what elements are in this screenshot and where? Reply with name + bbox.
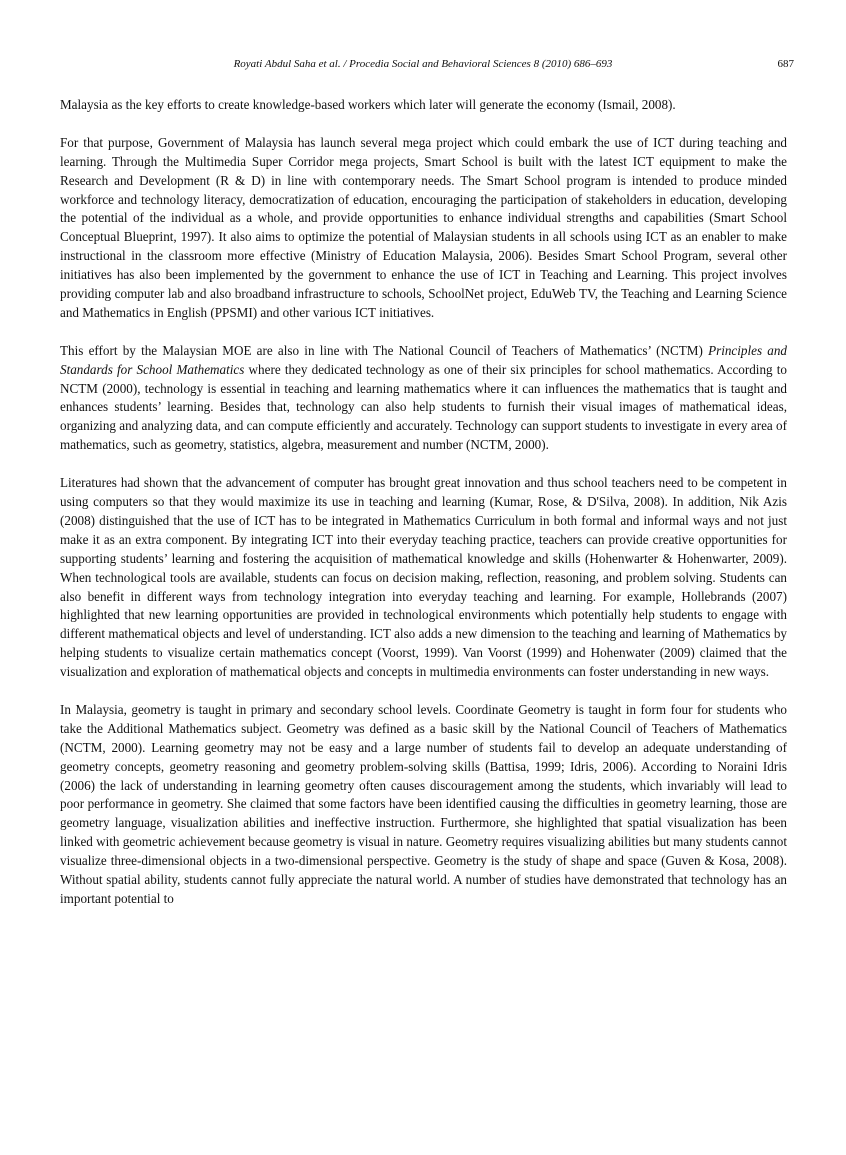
page-number: 687 [777,58,794,70]
paragraph-4: Literatures had shown that the advancement of computer has brought great innovation and thus school teachers need to be competent in using computers so that they would maximize its use in teaching and learning (Kumar, Rose, & D'Silva, 2008). In addition, Nik Azis (2008) distinguished that the use of ICT has to be integrated in Mathematics Curriculum in both formal and informal ways and not just make it as an extra component. By integrating ICT into their everyday teaching practice, teachers can provide creative opportunities for supporting students’ learning and fostering the acquisition of mathematical knowledge and skills (Hohenwarter & Hohenwarter, 2009). When technological tools are available, students can focus on decision making, reflection, reasoning, and problem solving. Students can also benefit in different ways from technology integration into everyday teaching and learning. For example, Hollebrands (2007) highlighted that new learning opportunities are provided in technological environments which potentially help students to engage with different mathematical objects and level of understanding. ICT also adds a new dimension to the teaching and learning of Mathematics by helping students to visualize certain mathematics concept (Voorst, 1999). Van Voorst (1999) and Hohenwater (2009) claimed that the visualization and exploration of mathematical objects and concepts in multimedia environments can foster understanding in new ways. [60,475,787,680]
paragraph-3-title-italic: Principles and Standards for School Mathematics [60,342,787,377]
paragraph-3 [60,342,787,455]
paragraph-1: Malaysia as the key efforts to create knowledge-based workers which later will generate the economy (Ismail, 2008). [60,97,676,112]
paragraph-3-text-after: where they dedicated technology as one of their six principles for school mathematics. According to NCTM (2000), technology is essential in teaching and learning mathematics where it can influences the mathematics that is taught and enhances students’ learning. Besides that, technology can also help students to furnish their visual images of mathematical ideas, organizing and analyzing data, and can compute efficiently and accurately. Technology can support students to investigate in every area of mathematics, such as geometry, statistics, algebra, measurement and number (NCTM, 2000). [60,361,787,453]
body-text [60,96,787,928]
paragraph-2: For that purpose, Government of Malaysia has launch several mega project which could embark the use of ICT during teaching and learning. Through the Multimedia Super Corridor mega projects, Smart School is built with the latest ICT equipment to make the Research and Development (R & D) in line with contemporary needs. The Smart School program is intended to produce minded workforce and technology literacy, democratization of education, encouraging the participation of stakeholders in education, developing the potential of the individual as a whole, and provide opportunities to enhance individual strengths and capabilities (Smart School Conceptual Blueprint, 1997). It also aims to optimize the potential of Malaysian students in all schools using ICT as an enabler to make instructional in the classroom more effective (Ministry of Education Malaysia, 2006). Besides Smart School Program, several other initiatives has also been implemented by the government to enhance the use of ICT in Teaching and Learning. This project involves providing computer lab and also broadband infrastructure to schools, SchoolNet project, EduWeb TV, the Teaching and Learning Science and Mathematics in English (PPSMI) and other various ICT initiatives. [60,134,787,320]
paragraph-3-text-before: This effort by the Malaysian MOE are also in line with The National Council of Teachers of Mathematics’ (NCTM) [60,342,709,358]
paragraph-5: In Malaysia, geometry is taught in primary and secondary school levels. Coordinate Geometry is taught in form four for students who take the Additional Mathematics subject. Geometry was defined as a basic skill by the National Council of Teachers of Mathematics (NCTM, 2000). Learning geometry may not be easy and a large number of students fail to develop an adequate understanding of geometry concepts, geometry reasoning and geometry problem-solving skills (Battisa, 1999; Idris, 2006). According to Noraini Idris (2006) the lack of understanding in learning geometry often causes discouragement among the students, which invariably will lead to poor performance in geometry. She claimed that some factors have been identified causing the difficulties in geometry learning, those are geometry language, visualization abilities and ineffective instruction. Furthermore, she highlighted that spatial visualization has been linked with geometric achievement because geometry is visual in nature. Geometry requires visualizing abilities but many students cannot visualize three-dimensional objects in a two-dimensional perspective. Geometry is the study of shape and space (Guven & Kosa, 2008). Without spatial ability, students cannot fully appreciate the natural world. A number of studies have demonstrated that technology has an important potential to [60,701,787,906]
running-head: Royati Abdul Saha et al. / Procedia Social and Behavioral Sciences 8 (2010) 686–693 [233,58,613,70]
